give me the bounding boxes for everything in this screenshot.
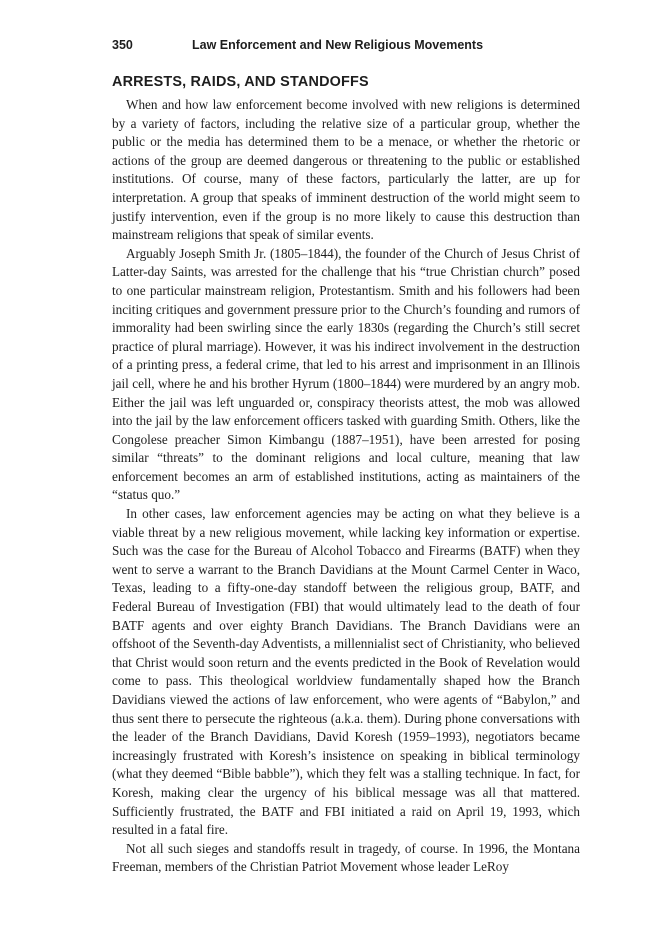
paragraph: In other cases, law enforcement agencies may be acting on what they believe is a viable threat by a new religious movement, while lacking key information or expertise. Such was the case for the Bureau of Alcohol Tobacco and Firearms (BATF) when they went to serve a warrant to the Branch Davidians at the Mount Carmel Center in Waco, Texas, leading to a fifty-one-day standoff between the religious group, BATF, and Federal Bureau of Investigation (FBI) that would ultimately lead to the death of four BATF agents and over eighty Branch Davidians. The Branch Davidians were an offshoot of the Seventh-day Adventists, a millennialist sect of Christianity, who believed that Christ would soon return and the events predicted in the Book of Revelation would come to pass. This theological worldview fundamentally shaped how the Branch Davidians viewed the actions of law enforcement, who were agents of “Babylon,” and thus sent there to persecute the righteous (a.k.a. them). During phone conversations with the leader of the Branch Davidians, David Koresh (1959–1993), negotiators became increasingly frustrated with Koresh’s insistence on speaking in biblical terminology (what they deemed “Bible babble”), which they felt was a stalling technique. In fact, for Koresh, making clear the urgency of his biblical message was all that mattered. Sufficiently frustrated, the BATF and FBI initiated a raid on April 19, 1993, which resulted in a fatal fire.	[112, 506, 580, 838]
paragraph: When and how law enforcement become involved with new religions is determined by a variety of factors, including the relative size of a particular group, whether the public or the media has determined them to be a menace, or whether the rhetoric or actions of the group are deemed dangerous or threatening to the public or established institutions. Of course, many of these factors, particularly the latter, are up for interpretation. A group that speaks of imminent destruction of the world might seem to justify intervention, even if the group is no more likely to cause this destruction than mainstream religions that speak of similar events.	[112, 97, 580, 243]
running-title: Law Enforcement and New Religious Movements	[192, 38, 484, 52]
section-heading: ARRESTS, RAIDS, AND STANDOFFS	[112, 74, 369, 90]
page-number: 350	[112, 38, 133, 52]
body-text	[112, 96, 580, 877]
paragraph: Arguably Joseph Smith Jr. (1805–1844), the founder of the Church of Jesus Christ of Latter-day Saints, was arrested for the challenge that his “true Christian church” posed to one particular mainstream religion, Protestantism. Smith and his followers had been inciting critiques and government pressure prior to the Church’s founding and rumors of immorality had been swirling since the early 1830s (regarding the Church’s still secret practice of plural marriage). However, it was his indirect involvement in the destruction of a printing press, a federal crime, that led to his arrest and imprisonment in an Illinois jail cell, where he and his brother Hyrum (1800–1844) were murdered by an angry mob. Either the jail was left unguarded or, conspiracy theorists attest, the mob was allowed into the jail by the law enforcement officers tasked with guarding Smith. Others, like the Congolese preacher Simon Kimbangu (1887–1951), have been arrested for posing similar “threats” to the dominant religions and local culture, meaning that law enforcement becomes an arm of established institutions, acting as maintainers of the “status quo.”	[112, 245, 580, 503]
book-page	[112, 36, 580, 877]
paragraph: Not all such sieges and standoffs result in tragedy, of course. In 1996, the Montana Freeman, members of the Christian Patriot Movement whose leader LeRoy	[112, 840, 580, 875]
running-head	[112, 36, 580, 54]
